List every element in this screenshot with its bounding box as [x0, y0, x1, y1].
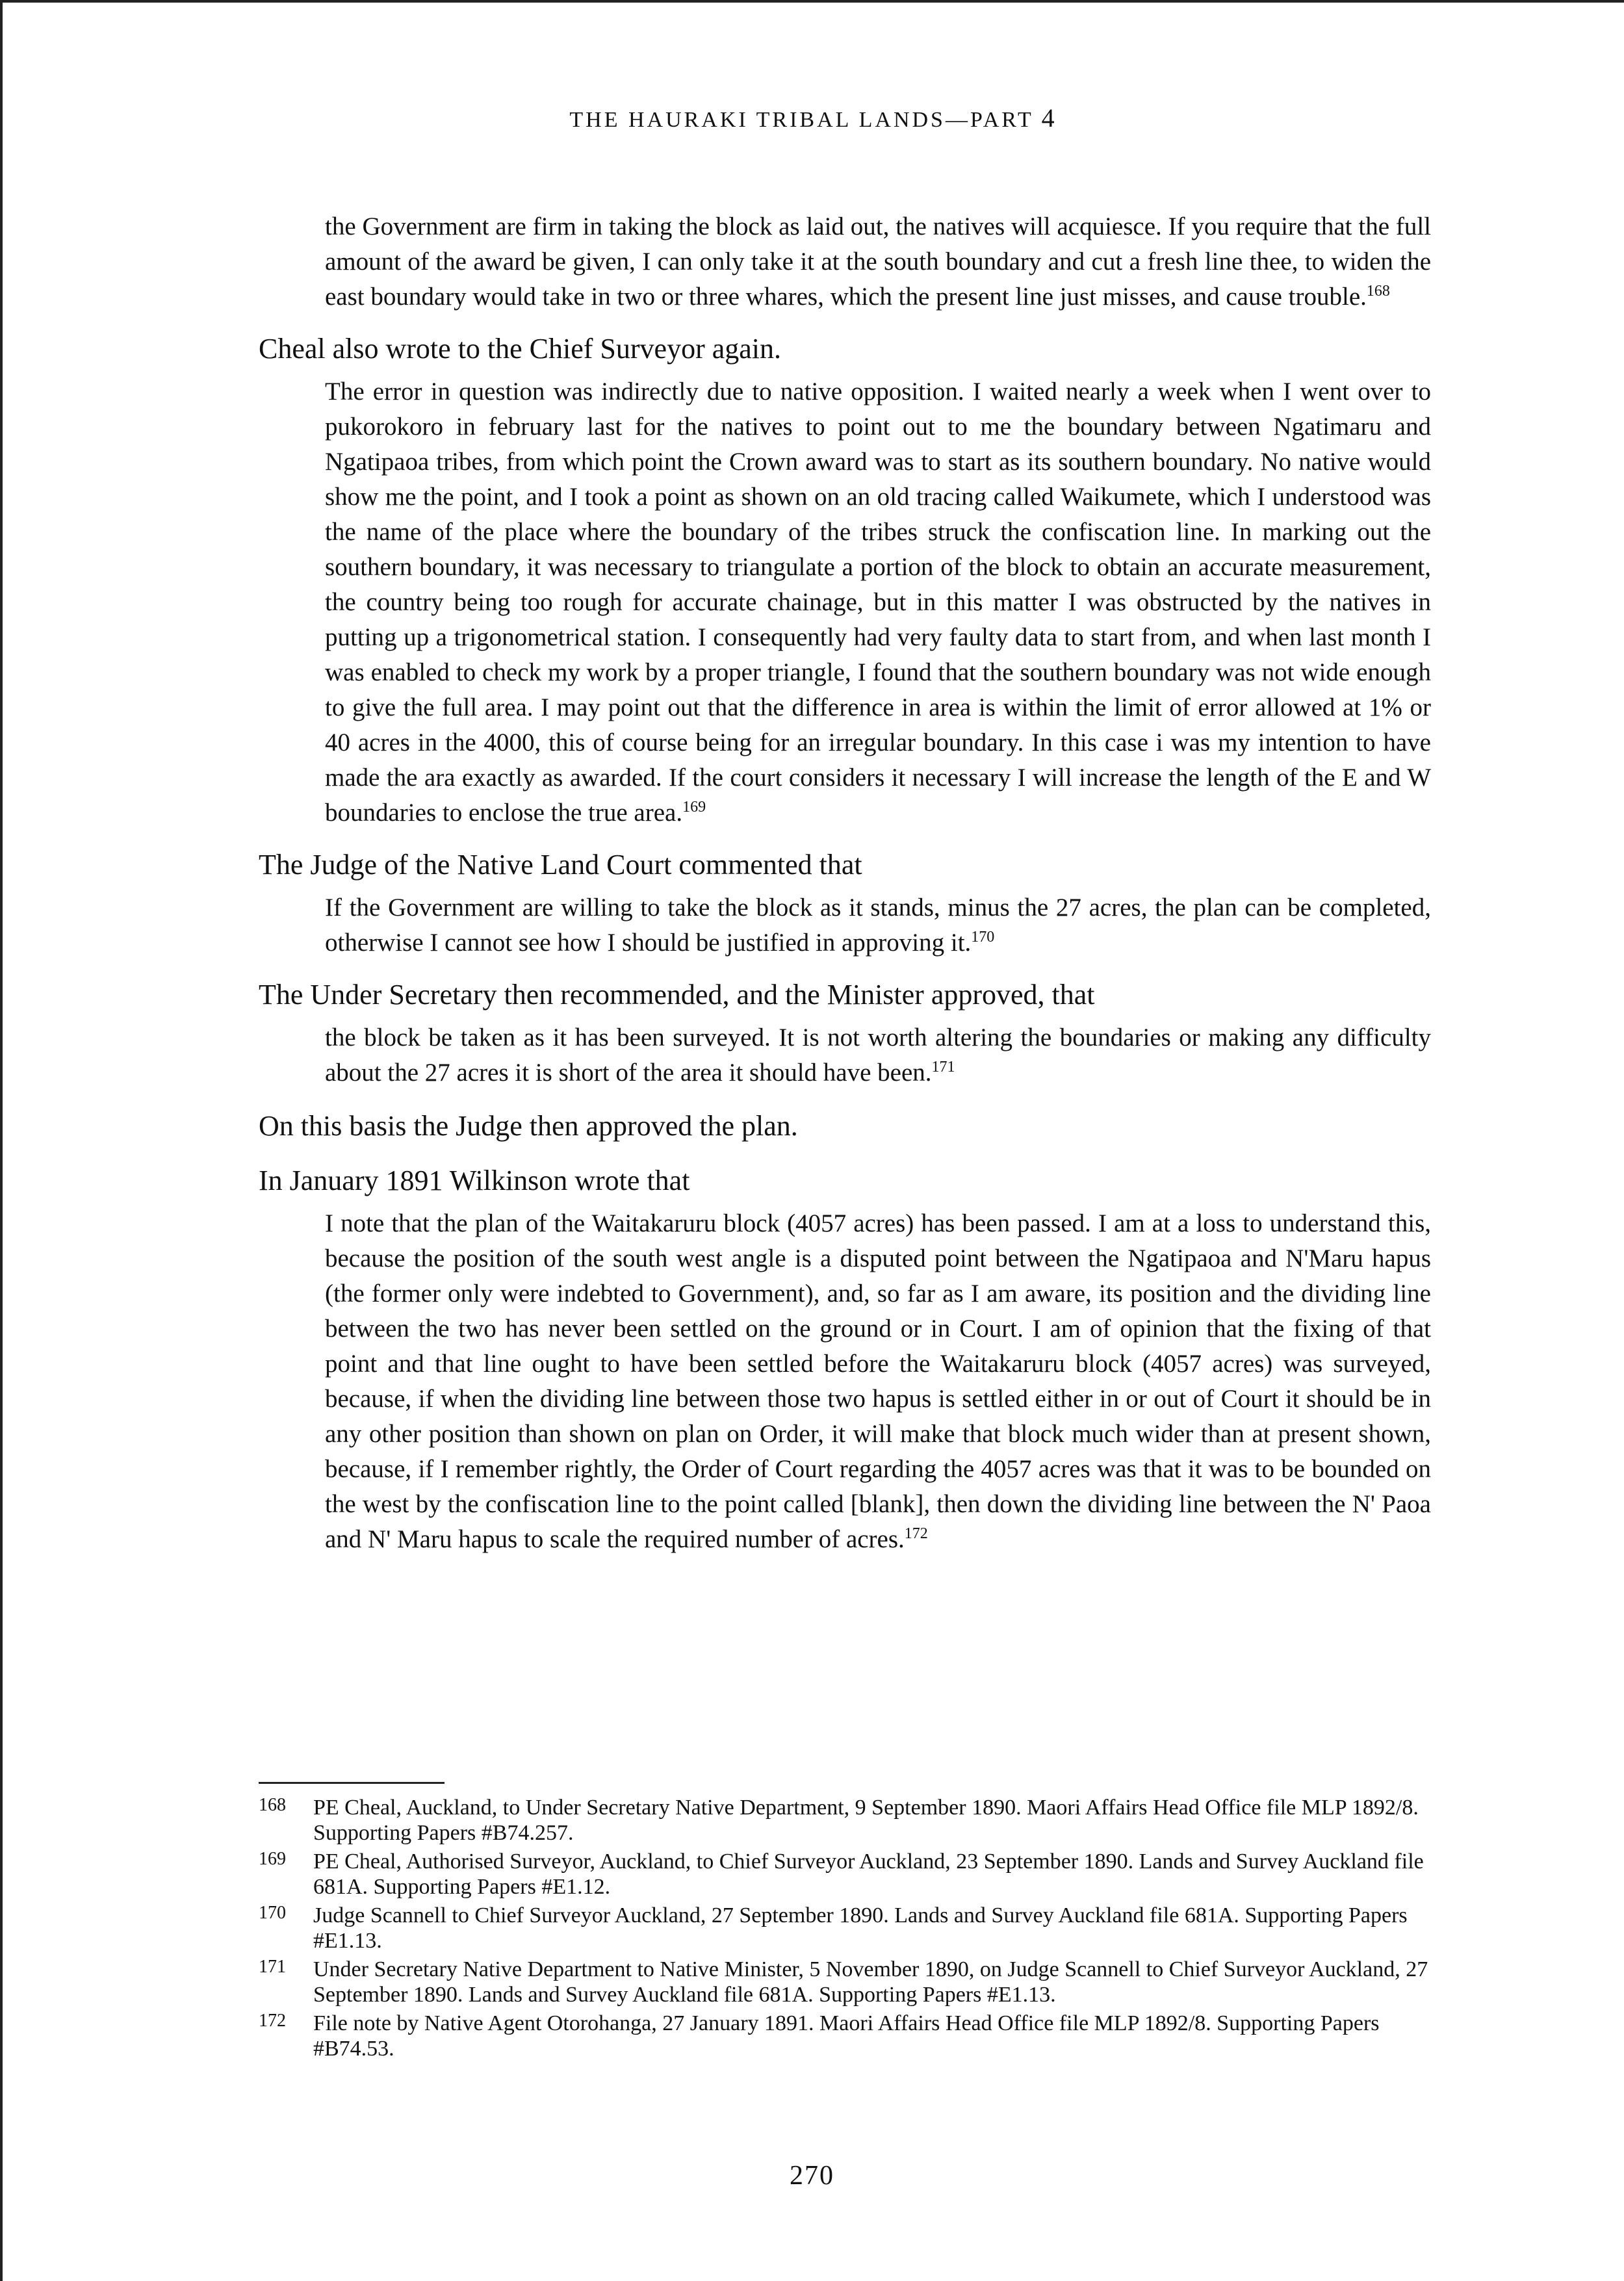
narrative-paragraph: On this basis the Judge then approved the plan.	[259, 1110, 798, 1142]
footnote-ref: 172	[904, 1525, 928, 1542]
footnote-number: 169	[259, 1849, 286, 1869]
footnote-text: PE Cheal, Authorised Surveyor, Auckland, to Chief Surveyor Auckland, 23 September 1890. Lands and Survey Auckland file 681A. Supporting Papers #E1.12.	[313, 1849, 1424, 1899]
block-quote: the Government are firm in taking the block as laid out, the natives will acquiesce. If you require that the full amount of the award be given, I can only take it at the south boundary and cut a fresh line thee, to widen the east boundary would take in two or three whares, which the present line just misses, and cause trouble.$^{168}$	[325, 213, 1431, 311]
footnote-number: 172	[259, 2011, 286, 2031]
narrative-paragraph: The Under Secretary then recommended, and the Minister approved, that	[259, 979, 1095, 1011]
narrative-paragraph: The Judge of the Native Land Court commented that	[259, 849, 862, 881]
footnote	[259, 1903, 1428, 1953]
footnote-number: 168	[259, 1795, 286, 1815]
footnote	[259, 1849, 1428, 1900]
footnote	[259, 1957, 1428, 2007]
block-quote: I note that the plan of the Waitakaruru block (4057 acres) has been passed. I am at a loss to understand this, because the position of the south west angle is a disputed point between the Ngatipaoa and N'Maru hapus (the former only were indebted to Government), and, so far as I am aware, its position and the dividing line between the two has never been settled on the ground or in Court. I am of opinion that the fixing of that point and that line ought to have been settled before the Waitakaruru block (4057 acres) was surveyed, because, if when the dividing line between those two hapus is settled either in or out of Court it should be in any other position than shown on plan on Order, it will make that block much wider than at present shown, because, if I remember rightly, the Order of Court regarding the 4057 acres was that it was to be bounded on the west by the confiscation line to the point called [blank], then down the dividing line between the N' Paoa and N' Maru hapus to scale the required number of acres.$^{172}$	[325, 1209, 1431, 1553]
block-quote: The error in question was indirectly due to native opposition. I waited nearly a week when I went over to pukorokoro in february last for the natives to point out to me the boundary between Ngatimaru and Ngatipaoa tribes, from which point the Crown award was to start as its southern boundary. No native would show me the point, and I took a point as shown on an old tracing called Waikumete, which I understood was the name of the place where the boundary of the tribes struck the confiscation line. In marking out the southern boundary, it was necessary to triangulate a portion of the block to obtain an accurate measurement, the country being too rough for accurate chainage, but in this matter I was obstructed by the natives in putting up a trigonometrical station. I consequently had very faulty data to start from, and when last month I was enabled to check my work by a proper triangle, I found that the southern boundary was not wide enough to give the full area. I may point out that the difference in area is within the limit of error allowed at 1% or 40 acres in the 4000, this of course being for an irregular boundary. In this case i was my intention to have made the ara exactly as awarded. If the court considers it necessary I will increase the length of the E and W boundaries to enclose the true area.$^{169}$	[325, 378, 1431, 827]
narrative-paragraph: In January 1891 Wilkinson wrote that	[259, 1165, 690, 1196]
footnote-text: Judge Scannell to Chief Surveyor Auckland, 27 September 1890. Lands and Survey Auckland file 681A. Supporting Papers #E1.13.	[313, 1903, 1408, 1953]
body-text	[259, 209, 1431, 1557]
footnote-number: 171	[259, 1957, 286, 1977]
footnote-ref: 168	[1366, 283, 1390, 300]
footnote-ref: 171	[931, 1059, 955, 1076]
footnote-ref: 170	[971, 929, 995, 946]
block-quote: the block be taken as it has been surveyed. It is not worth altering the boundaries or making any difficulty about the 27 acres it is short of the area it should have been.$^{171}$	[325, 1024, 1431, 1087]
footnote-ref: 169	[682, 799, 706, 816]
footnote-text: PE Cheal, Auckland, to Under Secretary Native Department, 9 September 1890. Maori Affairs Head Office file MLP 1892/8. Supporting Papers #B74.257.	[313, 1796, 1419, 1845]
footnote	[259, 1795, 1428, 1846]
footnote-text: File note by Native Agent Otorohanga, 27 January 1891. Maori Affairs Head Office file MLP 1892/8. Supporting Papers #B74.53.	[313, 2011, 1380, 2061]
block-quote: If the Government are willing to take the block as it stands, minus the 27 acres, the plan can be completed, otherwise I cannot see how I should be justified in approving it.$^{170}$	[325, 894, 1431, 957]
footnotes	[259, 1795, 1428, 2065]
page-number: 270	[790, 2161, 834, 2191]
running-head-part-number: 4	[1041, 103, 1055, 133]
running-head-title: THE HAURAKI TRIBAL LANDS—PART	[569, 108, 1034, 132]
running-head	[0, 103, 1624, 133]
narrative-paragraph: Cheal also wrote to the Chief Surveyor again.	[259, 333, 782, 365]
footnote-number: 170	[259, 1903, 286, 1923]
footnote-text: Under Secretary Native Department to Native Minister, 5 November 1890, on Judge Scannell to Chief Surveyor Auckland, 27 September 1890. Lands and Survey Auckland file 681A. Supporting Papers #E1.13.	[313, 1957, 1428, 2007]
footnote-divider	[259, 1782, 445, 1784]
footnote	[259, 2011, 1428, 2061]
